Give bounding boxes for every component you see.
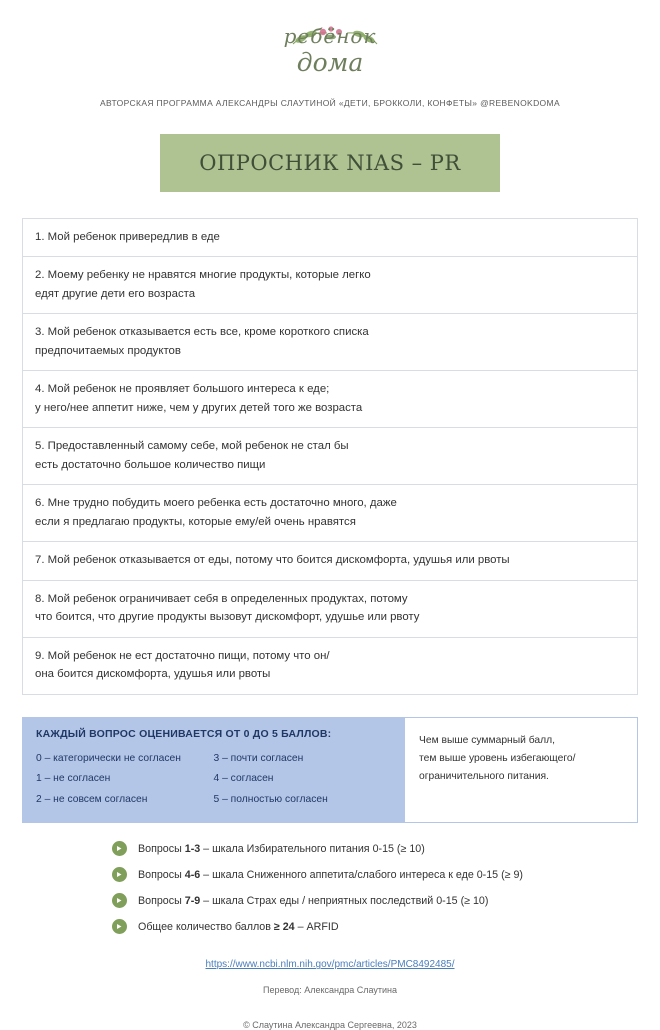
legend-item: 0 – категорически не согласен xyxy=(36,752,181,764)
question-row xyxy=(23,314,637,371)
question-row xyxy=(23,581,637,638)
legend-item: 4 – согласен xyxy=(213,773,274,785)
arrow-right-icon xyxy=(112,919,127,934)
scoring-legend-area xyxy=(22,717,638,824)
scale-prefix: Общее количество баллов xyxy=(138,920,274,933)
scales-list xyxy=(0,841,660,934)
question-row xyxy=(23,219,637,257)
logo-line-1: ребёнок xyxy=(283,24,377,48)
scale-range: 7-9 xyxy=(184,894,201,907)
question-row xyxy=(23,257,637,314)
leaf-branch-icon xyxy=(235,22,425,84)
question-line: 2. Моему ребенку не нравятся многие продукты, которые легко xyxy=(35,269,371,282)
question-line: 7. Мой ребенок отказывается от еды, потому что боится дискомфорта, удушья или рвоты xyxy=(35,554,510,567)
question-line: 3. Мой ребенок отказывается есть все, кроме короткого списка xyxy=(35,326,369,339)
note-line: ограничительного питания. xyxy=(419,770,549,782)
arrow-right-icon xyxy=(112,893,127,908)
source-link-row xyxy=(0,954,660,972)
scale-text xyxy=(138,843,425,855)
title-banner xyxy=(160,134,500,192)
program-tagline: АВТОРСКАЯ ПРОГРАММА АЛЕКСАНДРЫ СЛАУТИНОЙ «ДЕТИ, БРОККОЛИ, КОНФЕТЫ» @REBENOKDOMA xyxy=(100,98,560,108)
question-line: что боится, что другие продукты вызовут дискомфорт, удушье или рвоту xyxy=(35,611,420,624)
page-title: ОПРОСНИК NIAS – PR xyxy=(199,151,461,175)
scale-item xyxy=(112,841,660,856)
question-line: едят другие дети его возраста xyxy=(35,287,196,300)
question-line: 5. Предоставленный самому себе, мой ребенок не стал бы xyxy=(35,440,349,453)
legend-item: 2 – не совсем согласен xyxy=(36,793,148,805)
legend-column-left xyxy=(36,749,214,811)
logo-line-2: дома xyxy=(296,48,364,77)
copyright-notice: © Слаутина Александра Сергеевна, 2023 xyxy=(243,1020,417,1030)
scale-prefix: Вопросы xyxy=(138,894,185,907)
scale-range: 4-6 xyxy=(184,868,201,881)
scale-item xyxy=(112,919,660,934)
note-line: тем выше уровень избегающего/ xyxy=(419,752,576,764)
legend-item: 3 – почти согласен xyxy=(213,752,304,764)
scale-text xyxy=(138,921,339,933)
question-row xyxy=(23,485,637,542)
question-line: 1. Мой ребенок привередлив в еде xyxy=(35,231,220,243)
question-row xyxy=(23,638,637,695)
legend-title: КАЖДЫЙ ВОПРОС ОЦЕНИВАЕТСЯ ОТ 0 ДО 5 БАЛЛОВ: xyxy=(36,727,332,740)
scale-suffix: – ARFID xyxy=(294,920,339,933)
question-row xyxy=(23,371,637,428)
scale-item xyxy=(112,867,660,882)
note-line: Чем выше суммарный балл, xyxy=(419,734,556,746)
scale-suffix: – шкала Избирательного питания 0-15 (≥ 10) xyxy=(200,842,425,855)
translator-credit: Перевод: Александра Слаутина xyxy=(262,985,398,996)
logo xyxy=(235,22,425,84)
question-line: 8. Мой ребенок ограничивает себя в определенных продуктах, потому xyxy=(35,592,408,605)
scale-range: 1-3 xyxy=(184,842,201,855)
question-line: 4. Мой ребенок не проявляет большого интереса к еде; xyxy=(35,383,330,396)
question-line: предпочитаемых продуктов xyxy=(35,344,181,357)
logo-header xyxy=(0,0,660,84)
question-row xyxy=(23,542,637,580)
source-link[interactable]: https://www.ncbi.nlm.nih.gov/pmc/articles/PMC8492485/ xyxy=(205,959,455,971)
scale-item xyxy=(112,893,660,908)
question-line: она боится дискомфорта, удушья или рвоты xyxy=(35,668,271,681)
question-line: 6. Мне трудно побудить моего ребенка есть достаточно много, даже xyxy=(35,497,397,510)
legend-item: 5 – полностью согласен xyxy=(213,793,328,805)
scale-suffix: – шкала Сниженного аппетита/слабого интереса к еде 0-15 (≥ 9) xyxy=(200,868,523,881)
scale-text xyxy=(138,869,523,881)
scale-suffix: – шкала Страх еды / неприятных последствий 0-15 (≥ 10) xyxy=(200,894,489,907)
question-line: есть достаточно большое количество пищи xyxy=(35,458,266,471)
legend-column-right xyxy=(214,749,392,811)
scale-range: ≥ 24 xyxy=(273,920,295,933)
arrow-right-icon xyxy=(112,841,127,856)
legend-item: 1 – не согласен xyxy=(36,773,111,785)
question-row xyxy=(23,428,637,485)
scale-prefix: Вопросы xyxy=(138,868,185,881)
questions-list xyxy=(22,218,638,695)
scale-prefix: Вопросы xyxy=(138,842,185,855)
question-line: 9. Мой ребенок не ест достаточно пищи, потому что он/ xyxy=(35,649,330,662)
score-note xyxy=(405,717,638,824)
question-line: у него/нее аппетит ниже, чем у других детей того же возраста xyxy=(35,401,363,414)
question-line: если я предлагаю продукты, которые ему/ей очень нравятся xyxy=(35,515,356,528)
arrow-right-icon xyxy=(112,867,127,882)
scale-text xyxy=(138,895,488,907)
scoring-legend xyxy=(22,717,405,824)
